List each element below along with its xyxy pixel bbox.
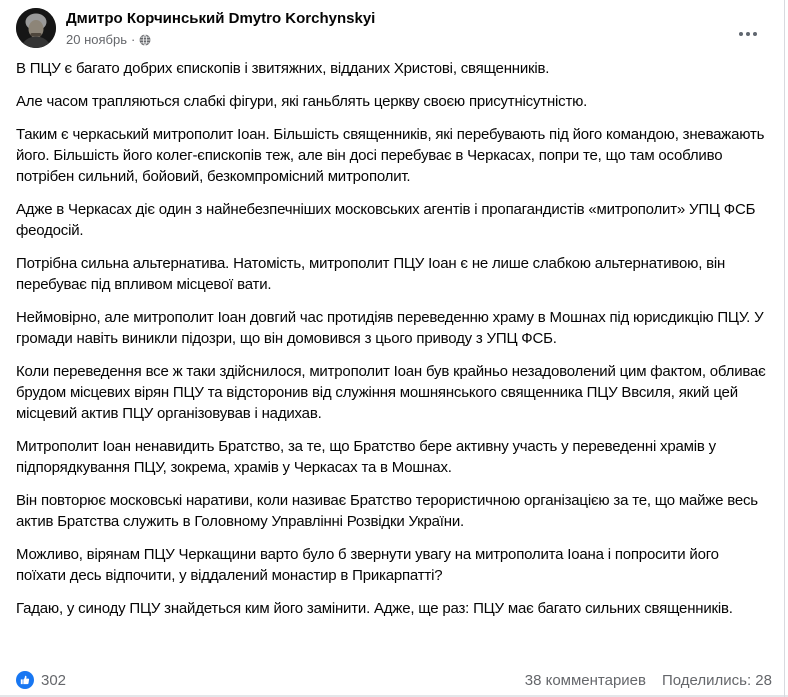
post-paragraph: В ПЦУ є багато добрих єпископів і звитяжних, відданих Христові, священників. xyxy=(16,60,550,77)
ellipsis-dot xyxy=(739,32,743,36)
header-text xyxy=(66,8,375,48)
profile-photo-portrait xyxy=(16,8,56,48)
post-paragraph: Можливо, вірянам ПЦУ Черкащини варто було б звернути увагу на митрополита Іоана і попросити його поїхати десь відпочити, у віддалений монастир в Прикарпатті? xyxy=(16,546,719,584)
like-icon xyxy=(16,671,34,689)
post-stats xyxy=(525,672,772,689)
post-paragraph: Він повторює московські наративи, коли називає Братство терористичною організацією за те, що майже весь актив Братства служить в Головному Управлінні Розвідки України. xyxy=(16,492,758,530)
reactions-summary[interactable] xyxy=(16,671,66,689)
scrollbar-track-edge xyxy=(784,0,785,697)
timestamp[interactable]: 20 ноябрь xyxy=(66,32,127,47)
post-paragraph: Адже в Черкасах діє один з найнебезпечніших московських агентів і пропагандистів «митрополит» УПЦ ФСБ феодосій. xyxy=(16,201,756,239)
avatar[interactable] xyxy=(16,8,56,48)
post-paragraph: Але часом трапляються слабкі фігури, які ганьблять церкву своєю присутнісутністю. xyxy=(16,93,588,110)
reactions-count: 302 xyxy=(41,671,67,689)
globe-icon xyxy=(139,34,151,46)
ellipsis-dot xyxy=(746,32,750,36)
comments-count[interactable]: 38 комментариев xyxy=(524,671,646,689)
post-paragraph: Неймовірно, але митрополит Іоан довгий час протидіяв переведенню храму в Мошнах під юрисдикцію ПЦУ. У громади навіть виникли підозри, що він домовився з цього приводу з УПЦ ФСБ. xyxy=(16,309,764,347)
post-paragraph: Таким є черкаський митрополит Іоан. Більшість священників, які перебувають під його командою, зневажають його. Більшість його колег-єпископів теж, але він досі перебуває в Черкасах, попри те, що там особливо потрібен сильний, бойовий, безкомпромісний митрополит. xyxy=(16,126,765,185)
post-meta xyxy=(66,31,375,48)
post-paragraph: Коли переведення все ж таки здійснилося, митрополит Іоан був крайньо незадоволений цим фактом, обливає брудом місцевих вірян ПЦУ та відсторонив від служіння мошнянського священника ПЦУ Ввсиля, який цей місцевий актив ПЦУ організовував і надихав. xyxy=(16,363,766,422)
post-paragraph: Митрополит Іоан ненавидить Братство, за те, що Братство бере активну участь у переведенні храмів у підпорядкування ПЦУ, зокрема, храмів у Черкасах та в Мошнах. xyxy=(16,438,716,476)
meta-separator: · xyxy=(130,32,136,47)
engagement-bar xyxy=(0,665,788,695)
author-name[interactable]: Дмитро Корчинський Dmytro Korchynskyi xyxy=(66,10,376,27)
shares-count[interactable]: Поделились: 28 xyxy=(662,671,772,689)
ellipsis-dot xyxy=(753,32,757,36)
post-header xyxy=(0,0,788,50)
post-paragraph: Потрібна сильна альтернатива. Натомість, митрополит ПЦУ Іоан є не лише слабкою альтернативою, він перебуває під впливом місцевої вати. xyxy=(16,255,726,293)
post-paragraph: Гадаю, у синоду ПЦУ знайдеться ким його замінити. Адже, ще раз: ПЦУ має багато сильних священників. xyxy=(16,600,733,617)
post-text xyxy=(0,50,788,619)
more-options-button[interactable] xyxy=(730,20,766,48)
